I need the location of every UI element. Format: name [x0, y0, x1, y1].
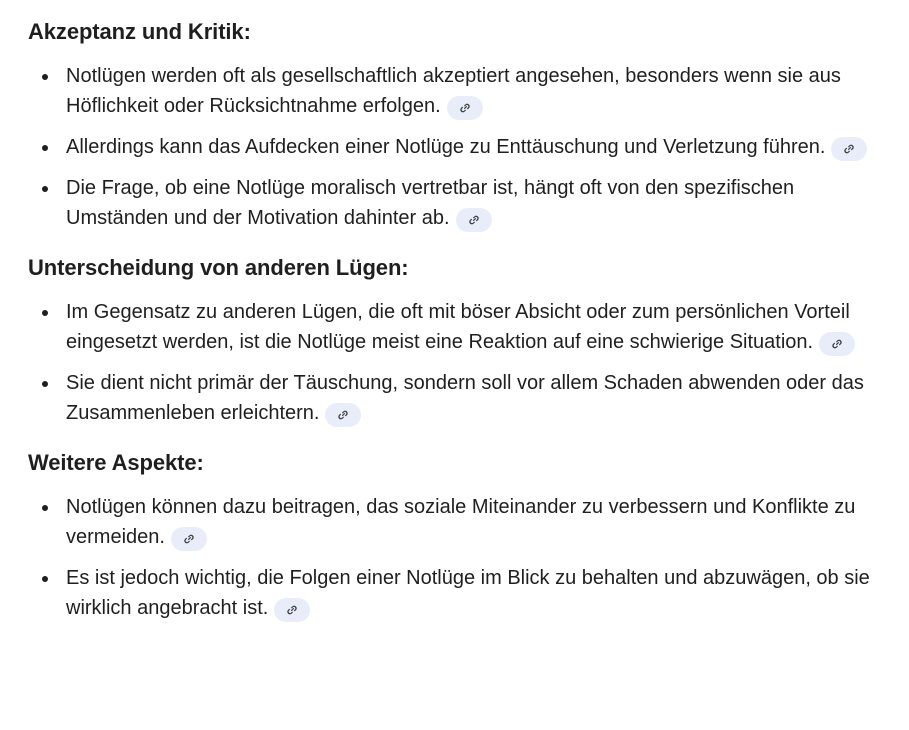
link-icon	[830, 337, 844, 351]
link-icon	[458, 101, 472, 115]
link-icon	[842, 142, 856, 156]
list-item-text: Im Gegensatz zu anderen Lügen, die oft mit böser Absicht oder zum persönlichen Vorteil eingesetzt werden, ist die Notlüge meist eine Reaktion auf eine schwierige Situation.	[66, 301, 850, 353]
list-item-text: Die Frage, ob eine Notlüge moralisch vertretbar ist, hängt oft von den spezifischen Umständen und der Motivation dahinter ab.	[66, 177, 795, 229]
link-icon	[336, 408, 350, 422]
bullet-dot	[42, 74, 48, 80]
bullet-list	[28, 297, 885, 428]
list-item-text: Es ist jedoch wichtig, die Folgen einer Notlüge im Blick zu behalten und abzuwägen, ob sie wirklich angebracht ist.	[66, 567, 870, 619]
list-item	[28, 61, 885, 121]
list-item-text: Sie dient nicht primär der Täuschung, sondern soll vor allem Schaden abwenden oder das Zusammenleben erleichtern.	[66, 372, 864, 424]
source-link-button[interactable]	[274, 598, 310, 622]
bullet-dot	[42, 576, 48, 582]
section-heading: Unterscheidung von anderen Lügen:	[28, 255, 409, 280]
bullet-dot	[42, 310, 48, 316]
bullet-dot	[42, 186, 48, 192]
list-item	[28, 132, 885, 162]
source-link-button[interactable]	[831, 137, 867, 161]
list-item	[28, 173, 885, 233]
list-item	[28, 368, 885, 428]
source-link-button[interactable]	[325, 403, 361, 427]
bullet-dot	[42, 381, 48, 387]
bullet-dot	[42, 145, 48, 151]
section-unterscheidung	[28, 253, 885, 428]
bullet-list	[28, 61, 885, 233]
list-item	[28, 563, 885, 623]
list-item-text: Allerdings kann das Aufdecken einer Notlüge zu Enttäuschung und Verletzung führen.	[66, 136, 826, 158]
link-icon	[285, 603, 299, 617]
section-weitere-aspekte	[28, 448, 885, 623]
list-item	[28, 297, 885, 357]
link-icon	[467, 213, 481, 227]
source-link-button[interactable]	[819, 332, 855, 356]
bullet-list	[28, 492, 885, 623]
bullet-dot	[42, 505, 48, 511]
list-item	[28, 492, 885, 552]
source-link-button[interactable]	[456, 208, 492, 232]
section-heading: Weitere Aspekte:	[28, 450, 204, 475]
source-link-button[interactable]	[171, 527, 207, 551]
list-item-text: Notlügen können dazu beitragen, das soziale Miteinander zu verbessern und Konflikte zu vermeiden.	[66, 496, 856, 548]
link-icon	[182, 532, 196, 546]
section-akzeptanz-kritik	[28, 17, 885, 233]
list-item-text: Notlügen werden oft als gesellschaftlich akzeptiert angesehen, besonders wenn sie aus Höflichkeit oder Rücksichtnahme erfolgen.	[66, 65, 841, 117]
source-link-button[interactable]	[447, 96, 483, 120]
section-heading: Akzeptanz und Kritik:	[28, 19, 251, 44]
